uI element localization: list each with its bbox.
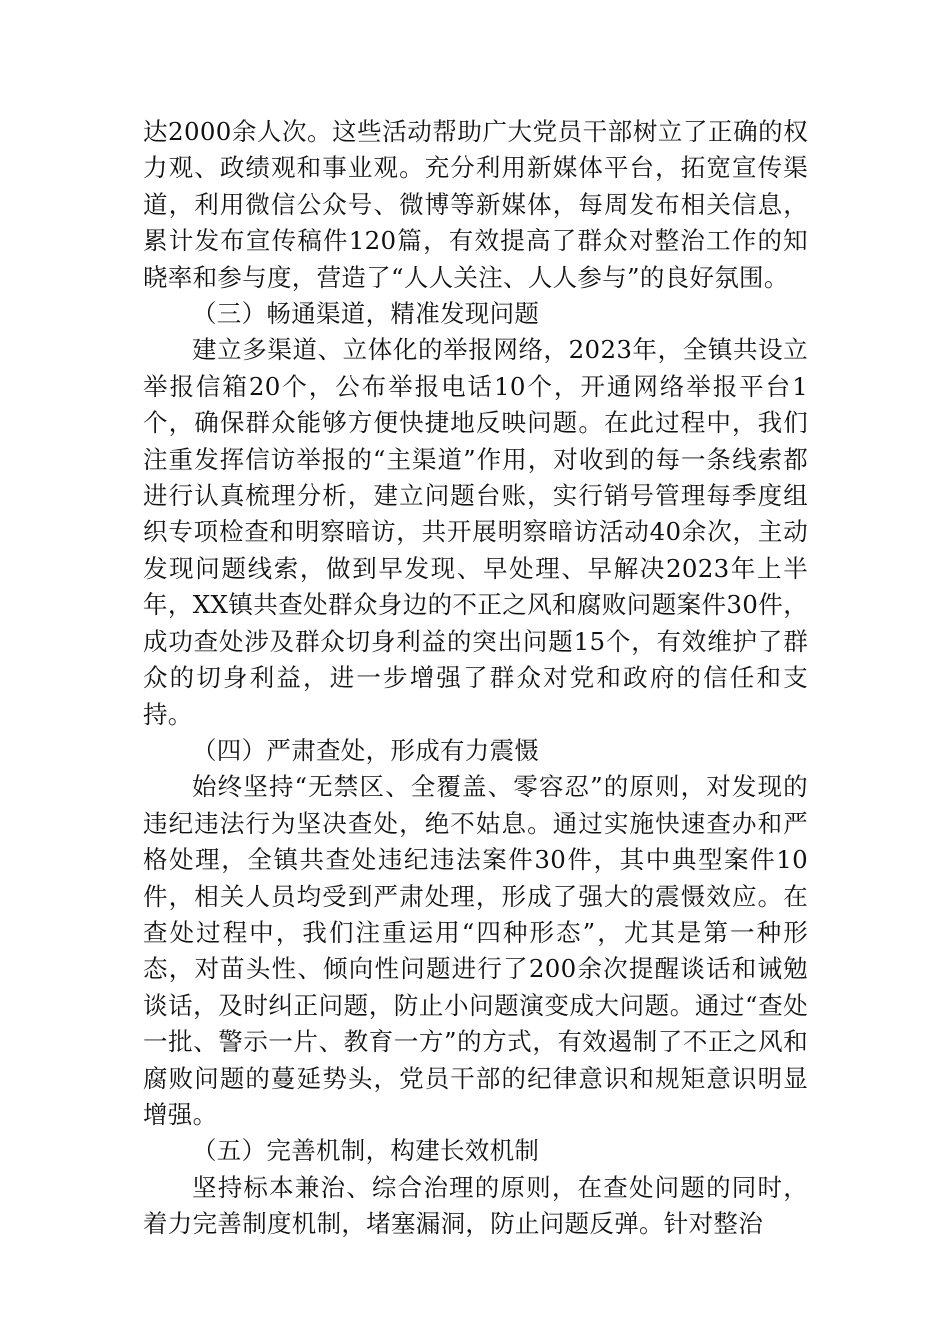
paragraph-continuation: 达2000余人次。这些活动帮助广大党员干部树立了正确的权力观、政绩观和事业观。充分利用新媒体平台，拓宽宣传渠道，利用微信公众号、微博等新媒体，每周发布相关信息，累计发布宣传稿件120篇，有效提高了群众对整治工作的知晓率和参与度，营造了“人人关注、人人参与”的良好氛围。 xyxy=(143,117,808,292)
section-heading-3: （三）畅通渠道，精准发现问题 xyxy=(192,299,540,329)
section-heading-5: （五）完善机制，构建长效机制 xyxy=(192,1136,540,1166)
paragraph-reporting-channels: 建立多渠道、立体化的举报网络，2023年，全镇共设立举报信箱20个，公布举报电话10个，开通网络举报平台1个，确保群众能够方便快捷地反映问题。在此过程中，我们注重发挥信访举报的“主渠道”作用，对收到的每一条线索都进行认真梳理分析，建立问题台账，实行销号管理每季度组织专项检查和明察暗访，共开展明察暗访活动40余次，主动发现问题线索，做到早发现、早处理、早解决2023年上半年，XX镇共查处群众身边的不正之风和腐败问题案件30件，成功查处涉及群众切身利益的突出问题15个，有效维护了群众的切身利益，进一步增强了群众对党和政府的信任和支持。 xyxy=(143,335,808,729)
document-body xyxy=(143,114,808,1243)
paragraph-strict-investigation: 始终坚持“无禁区、全覆盖、零容忍”的原则，对发现的违纪违法行为坚决查处，绝不姑息。通过实施快速查办和严格处理，全镇共查处违纪违法案件30件，其中典型案件10件，相关人员均受到严肃处理，形成了强大的震慑效应。在查处过程中，我们注重运用“四种形态”，尤其是第一种形态，对苗头性、倾向性问题进行了200余次提醒谈话和诫勉谈话，及时纠正问题，防止小问题演变成大问题。通过“查处一批、警示一片、教育一方”的方式，有效遏制了不正之风和腐败问题的蔓延势头，党员干部的纪律意识和规矩意识明显增强。 xyxy=(143,772,808,1129)
paragraph-mechanism: 坚持标本兼治、综合治理的原则，在查处问题的同时，着力完善制度机制，堵塞漏洞，防止问题反弹。针对整治 xyxy=(143,1172,808,1239)
section-heading-4: （四）严肃查处，形成有力震慑 xyxy=(192,735,540,765)
